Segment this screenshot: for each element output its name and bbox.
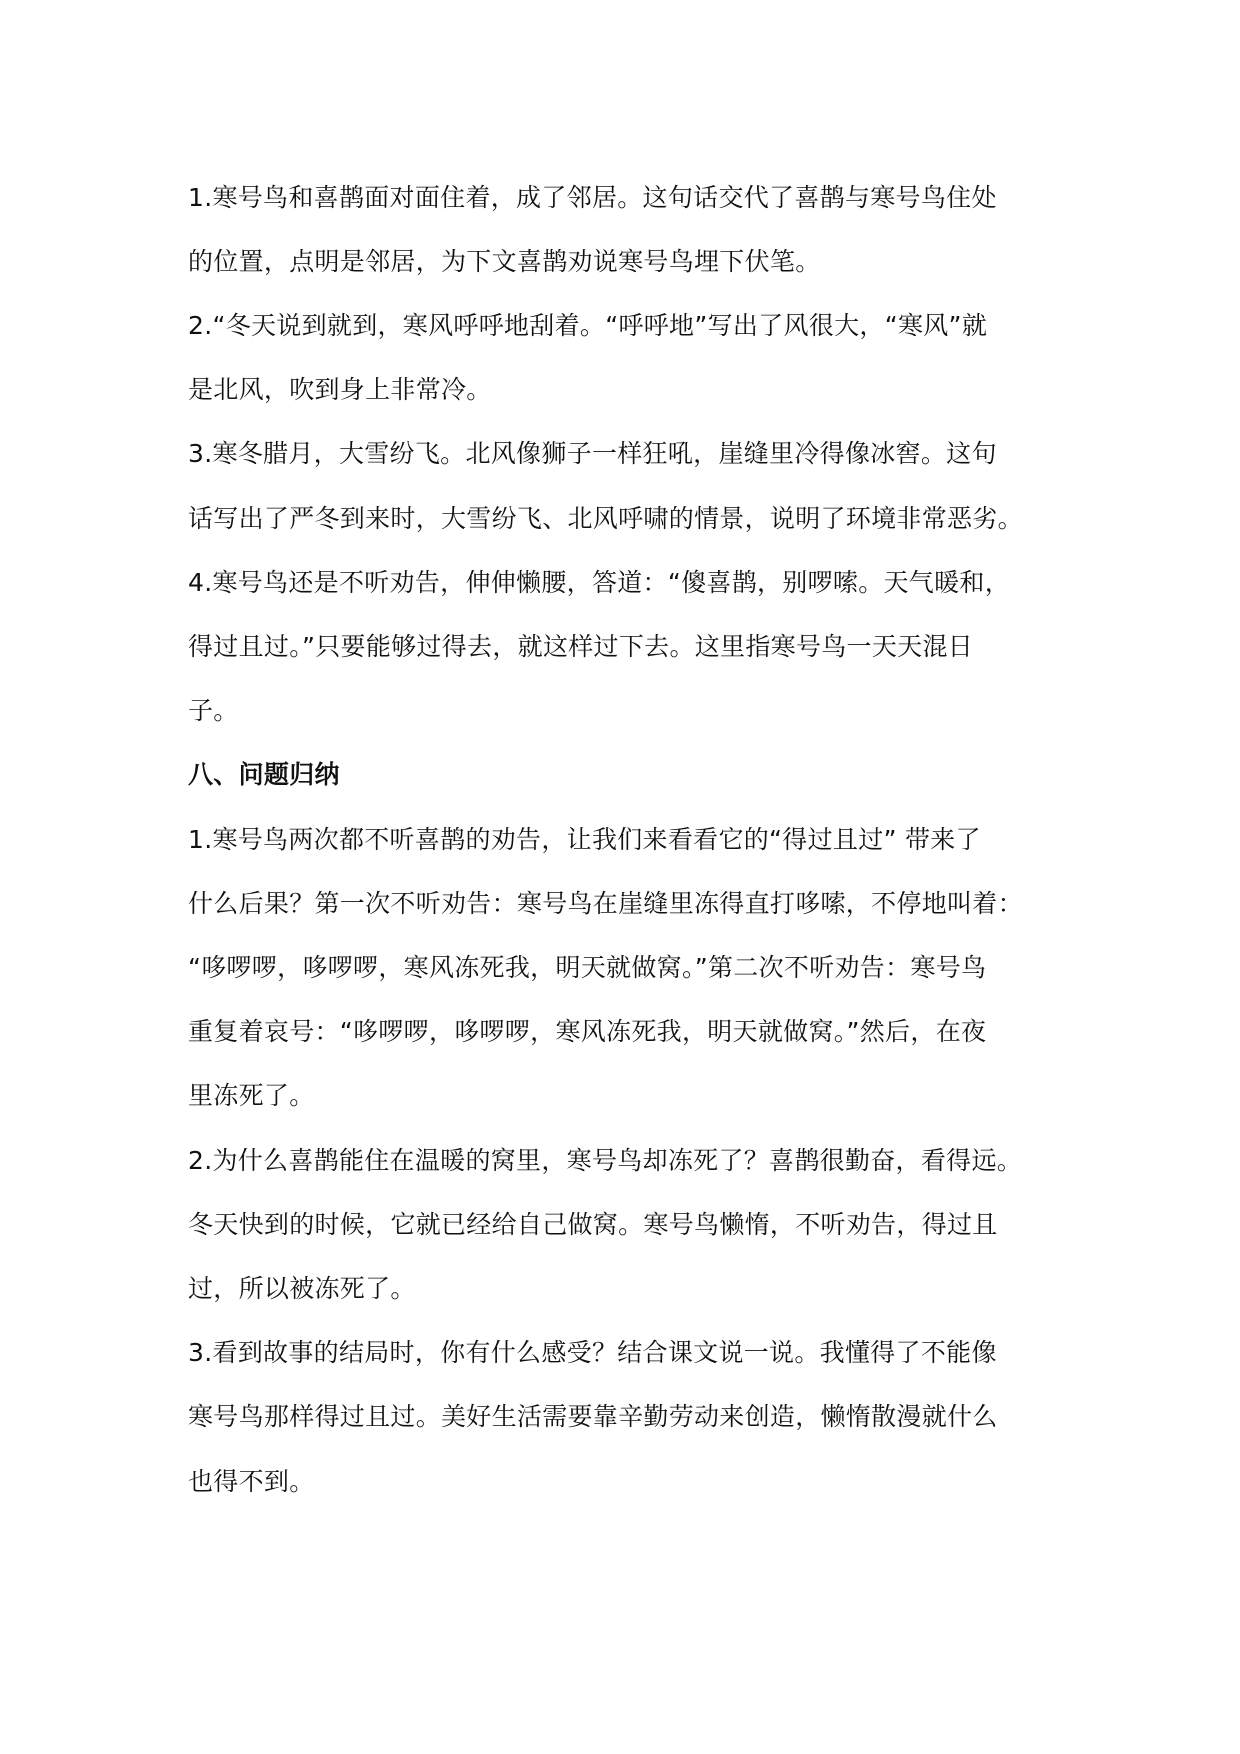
text-line: 里冻死了。 [188,1081,315,1110]
text-line: 也得不到。 [188,1467,315,1496]
section-heading: 八、问题归纳 [188,760,340,789]
text-line: 子。 [188,696,239,725]
text-line: 冬天快到的时候，它就已经给自己做窝。寒号鸟懒惰，不听劝告，得过且 [188,1210,998,1239]
text-line: 2.“冬天说到就到，寒风呼呼地刮着。“呼呼地”写出了风很大，“寒风”就 [188,311,988,340]
text-line: “哆啰啰，哆啰啰，寒风冻死我，明天就做窝。”第二次不听劝告：寒号鸟 [188,953,987,982]
text-line: 3.寒冬腊月，大雪纷飞。北风像狮子一样狂吼，崖缝里冷得像冰窖。这句 [188,439,997,468]
text-line: 得过且过。”只要能够过得去，就这样过下去。这里指寒号鸟一天天混日 [188,632,974,661]
text-line: 2.为什么喜鹊能住在温暖的窝里，寒号鸟却冻死了？喜鹊很勤奋，看得远。 [188,1146,1023,1175]
text-line: 过，所以被冻死了。 [188,1274,416,1303]
text-line: 重复着哀号：“哆啰啰，哆啰啰，寒风冻死我，明天就做窝。”然后，在夜 [188,1017,987,1046]
text-line: 寒号鸟那样得过且过。美好生活需要靠辛勤劳动来创造，懒惰散漫就什么 [188,1402,998,1431]
text-line: 话写出了严冬到来时，大雪纷飞、北风呼啸的情景，说明了环境非常恶劣。 [188,504,1023,533]
text-line: 的位置，点明是邻居，为下文喜鹊劝说寒号鸟埋下伏笔。 [188,247,821,276]
text-line: 3.看到故事的结局时，你有什么感受？结合课文说一说。我懂得了不能像 [188,1338,997,1367]
text-line: 是北风，吹到身上非常冷。 [188,375,492,404]
text-line: 4.寒号鸟还是不听劝告，伸伸懒腰，答道：“傻喜鹊，别啰嗦。天气暖和， [188,568,1011,597]
text-line: 1.寒号鸟两次都不听喜鹊的劝告，让我们来看看它的“得过且过” 带来了 [188,825,981,854]
text-line: 什么后果？第一次不听劝告：寒号鸟在崖缝里冻得直打哆嗦，不停地叫着： [188,889,1023,918]
text-line: 1.寒号鸟和喜鹊面对面住着，成了邻居。这句话交代了喜鹊与寒号鸟住处 [188,183,997,212]
